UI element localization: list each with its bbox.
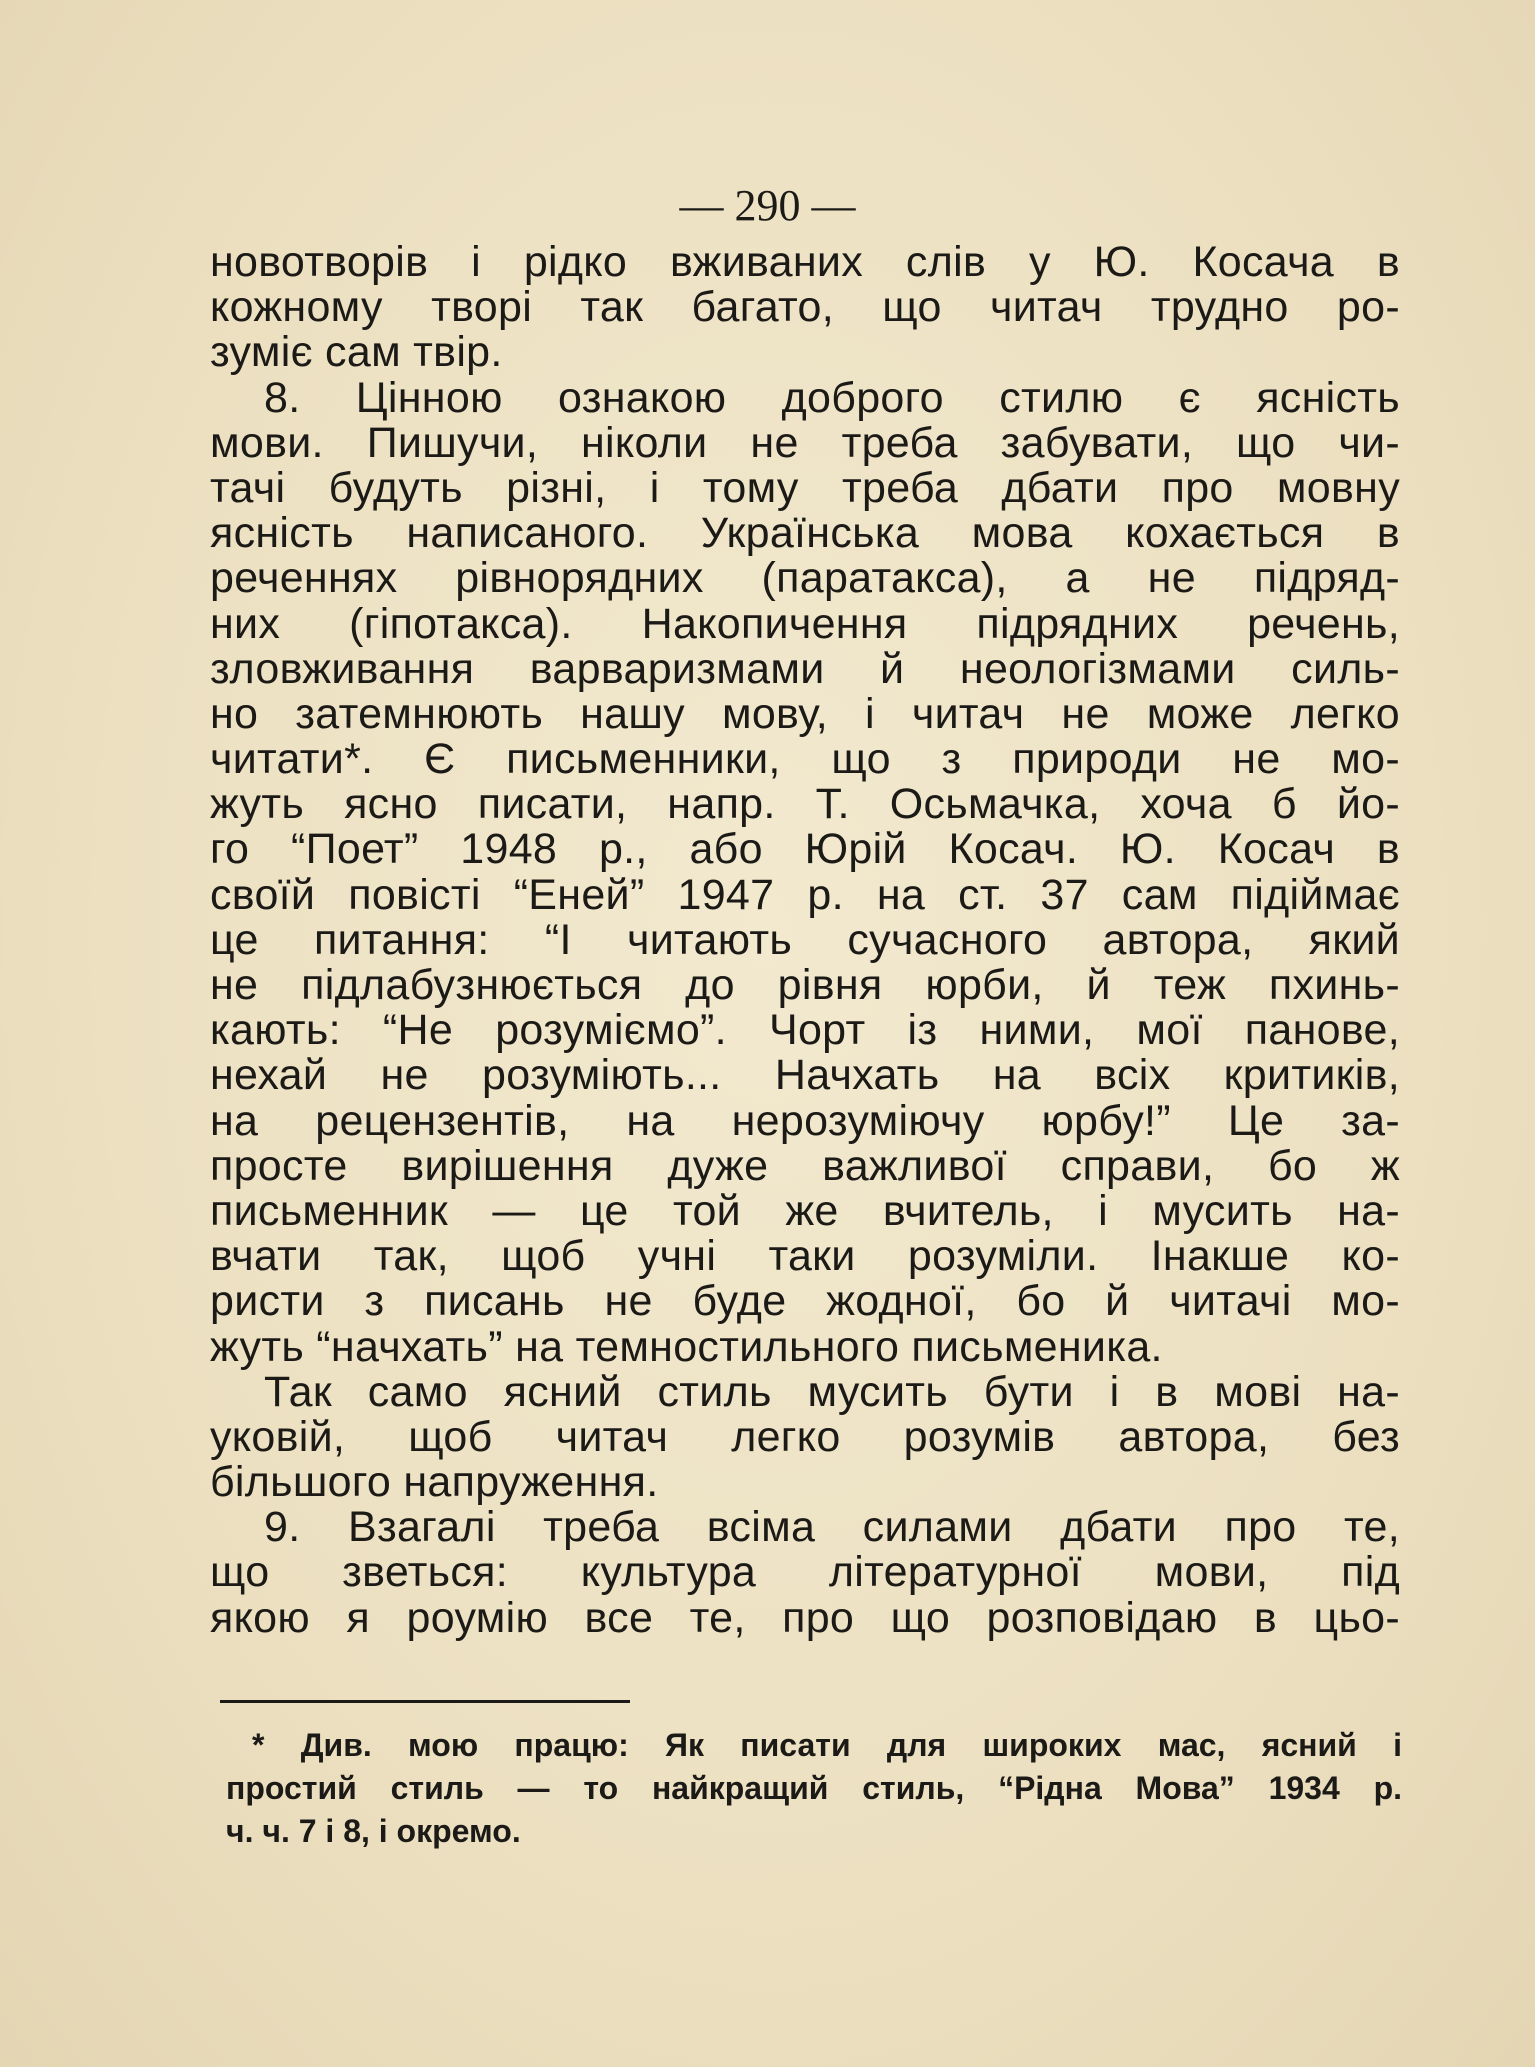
footnote-line: простий стиль — то найкращий стиль, “Рідна Мова” 1934 р. xyxy=(226,1770,1402,1806)
text-line: нехай не розуміють... Начхать на всіх критиків, xyxy=(210,1051,1400,1100)
text-line: якою я роумію все те, про що розповідаю в цьо- xyxy=(210,1593,1400,1642)
text-line: кають: “Не розуміємо”. Чорт із ними, мої панове, xyxy=(210,1006,1400,1055)
text-line: на рецензентів, на нерозуміючу юрбу!” Це за- xyxy=(210,1096,1400,1145)
text-line: вчати так, щоб учні таки розуміли. Інакше ко- xyxy=(210,1232,1400,1281)
text-line: ясність написаного. Українська мова кохається в xyxy=(210,509,1400,558)
text-line: зуміє сам твір. xyxy=(210,328,503,377)
text-line: що зветься: культура літературної мови, під xyxy=(210,1548,1400,1597)
text-line: жуть “начхать” на темностильного письменика. xyxy=(210,1322,1163,1371)
text-line: новотворів і рідко вживаних слів у Ю. Косача в xyxy=(210,238,1400,286)
text-line: не підлабузнюється до рівня юрби, й теж пхинь- xyxy=(210,961,1400,1009)
text-line: них (гіпотакса). Накопичення підрядних речень, xyxy=(210,599,1400,648)
text-line: Так само ясний стиль мусить бути і в мові на- xyxy=(264,1367,1400,1416)
text-line: письменник — це той же вчитель, і мусить на- xyxy=(210,1186,1400,1235)
body-text xyxy=(210,240,1400,1641)
footnote-line: ч. ч. 7 і 8, і окремо. xyxy=(226,1813,521,1849)
footnote-rule xyxy=(220,1700,630,1703)
text-line: 8. Цінною ознакою доброго стилю є ясність xyxy=(264,373,1400,422)
text-line: зловживання варваризмами й неологізмами силь- xyxy=(210,644,1400,693)
text-line: просте вирішення дуже важливої справи, бо ж xyxy=(210,1141,1400,1190)
text-line: реченнях рівнорядних (паратакса), а не підряд- xyxy=(210,554,1400,603)
text-line: мови. Пишучи, ніколи не треба забувати, що чи- xyxy=(210,418,1400,467)
text-line: це питання: “І читають сучасного автора, який xyxy=(210,915,1400,964)
text-line: 9. Взагалі треба всіма силами дбати про те, xyxy=(264,1503,1400,1552)
text-line: уковій, щоб читач легко розумів автора, без xyxy=(210,1412,1400,1461)
text-line: своїй повісті “Еней” 1947 р. на ст. 37 сам підіймає xyxy=(210,870,1400,919)
text-line: більшого напруження. xyxy=(210,1458,659,1507)
text-line: кожному творі так багато, що читач трудно ро- xyxy=(210,283,1400,332)
text-line: читати*. Є письменники, що з природи не мо- xyxy=(210,735,1400,784)
page-number: — 290 — xyxy=(679,181,856,230)
text-line: жуть ясно писати, напр. Т. Осьмачка, хоча б йо- xyxy=(210,780,1400,829)
text-line: ристи з писань не буде жодної, бо й читачі мо- xyxy=(210,1277,1400,1326)
footnote xyxy=(226,1724,1402,1853)
text-line: тачі будуть різні, і тому треба дбати про мовну xyxy=(210,463,1400,512)
footnote-line: * Див. мою працю: Як писати для широких мас, ясний і xyxy=(252,1727,1402,1763)
text-line: го “Поет” 1948 р., або Юрій Косач. Ю. Косач в xyxy=(210,825,1400,874)
text-line: но затемнюють нашу мову, і читач не може легко xyxy=(210,689,1400,738)
